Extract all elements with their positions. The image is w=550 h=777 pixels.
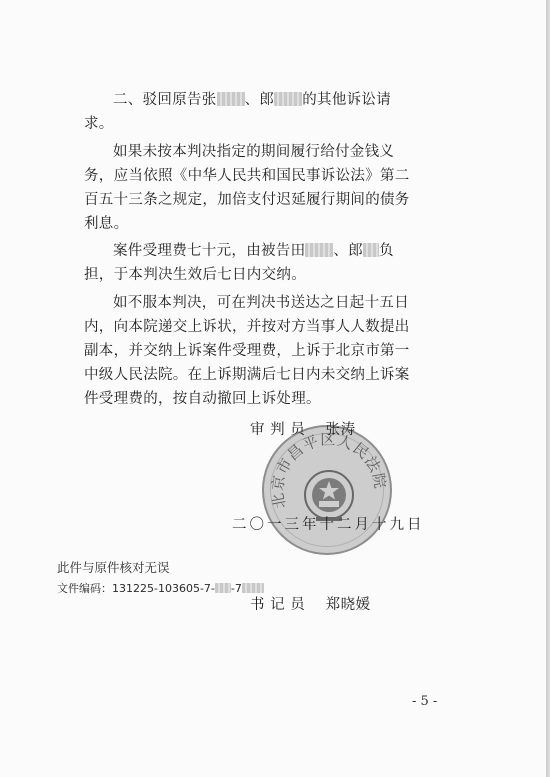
court-seal — [262, 425, 392, 555]
judge-label: 审 判 员 — [250, 422, 306, 438]
verification-note: 此件与原件核对无误 — [57, 560, 170, 575]
clerk-signature — [250, 593, 371, 614]
redacted-code — [215, 583, 231, 593]
seal-text: 北京市昌平区人民法院 — [268, 430, 390, 510]
judge-signature — [250, 418, 356, 439]
file-number-prefix: 131225-103605-7- — [112, 582, 215, 595]
judgment-date: 二〇一三年十二月十九日 — [232, 517, 425, 533]
paragraph-appeal: 如不服本判决，可在判决书送达之日起十五日内，向本院递交上诉状，并按对方当事人人数提出副本，并交纳上诉案件受理费，上诉于北京市第一中级人民法院。在上诉期满后七日内未交纳上诉案件受理费的，按自动撤回上诉处理。 — [84, 294, 410, 407]
redacted-name — [217, 92, 245, 106]
paragraph-dismiss-claims: 二、驳回原告张 、郎 的其他诉讼请求。 — [84, 92, 392, 132]
redacted-name — [305, 243, 333, 257]
paragraph-late-payment: 如果未按本判决指定的期间履行给付金钱义务，应当依照《中华人民共和国民事诉讼法》第二百五十三条之规定，加倍支付迟延履行期间的债务利息。 — [84, 143, 410, 232]
file-number — [57, 580, 264, 596]
judgment-body — [84, 88, 414, 414]
redacted-name — [274, 92, 302, 106]
clerk-label: 书 记 员 — [250, 597, 306, 613]
redacted-code — [242, 583, 264, 593]
page-number: - 5 - — [412, 694, 438, 709]
clerk-name: 郑晓媛 — [325, 597, 371, 613]
paragraph-case-fee: 案件受理费七十元，由被告田 、郎 负担，于本判决生效后七日内交纳。 — [84, 243, 394, 283]
judge-name: 张涛 — [325, 422, 356, 438]
redacted-name — [363, 243, 379, 257]
file-number-middle: -7 — [230, 582, 242, 595]
file-number-label: 文件编码： — [57, 582, 112, 595]
